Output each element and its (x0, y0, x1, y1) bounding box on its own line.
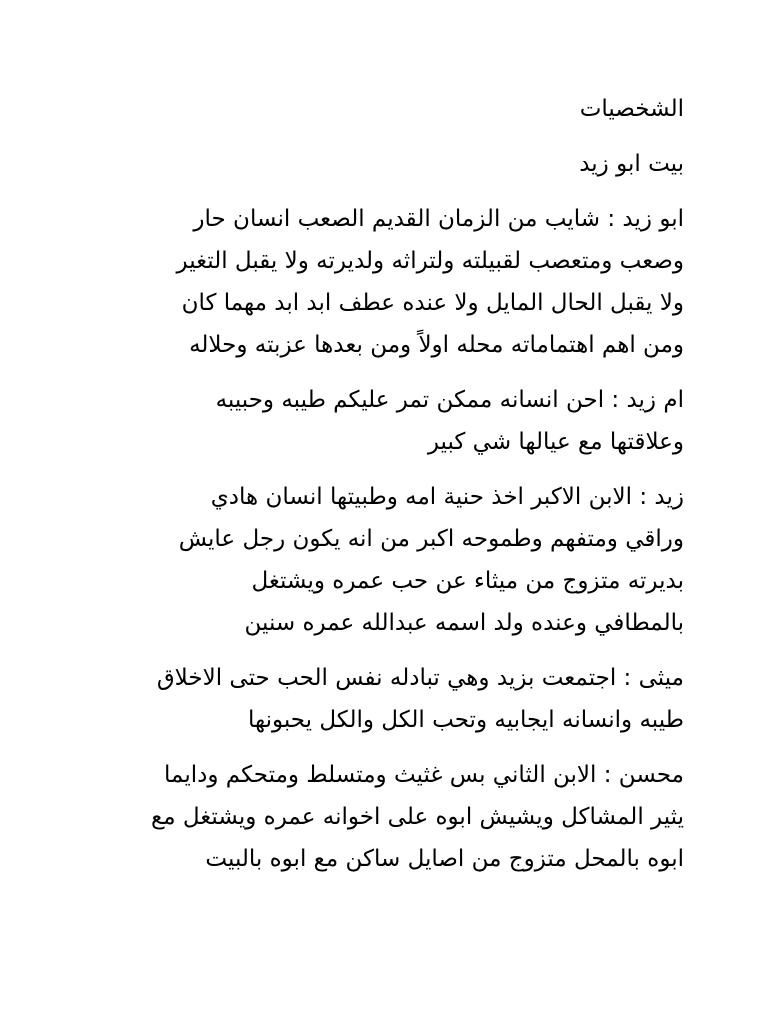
text-line: ميثى : اجتمعت بزيد وهي تبادله نفس الحب حتى الاخلاق (156, 665, 684, 691)
text-line: وصعب ومتعصب لقبيلته ولتراثه ولديرته ولا يقبل التغير (176, 248, 684, 274)
character-um-zaid (84, 379, 684, 463)
character-mohsen (84, 754, 684, 880)
text-line: ولا يقبل الحال المايل ولا عنده عطف ابد ابد مهما كان (181, 290, 684, 316)
text-line: بديرته متزوج من ميثاء عن حب عمره ويشتغل (251, 568, 684, 594)
text-line: محسن : الابن الثاني بس غثيث ومتسلط ومتحكم ودايما (164, 762, 684, 788)
section-heading-block (84, 143, 684, 185)
text-line: بالمطافي وعنده ولد اسمه عبدالله عمره سنين (244, 610, 684, 636)
text-line: ابو زيد : شايب من الزمان القديم الصعب انسان حار (193, 206, 684, 232)
text-line: زيد : الابن الاكبر اخذ حنية امه وطبيتها انسان هادي (210, 484, 684, 510)
text-line: وراقي ومتفهم وطموحه اكبر من انه يكون رجل عايش (178, 526, 684, 552)
document-body (84, 88, 684, 893)
section-heading: بيت ابو زيد (579, 151, 684, 177)
text-line: يثير المشاكل ويشيش ابوه على اخوانه عمره ويشتغل مع (151, 804, 684, 830)
text-line: وعلاقتها مع عيالها شي كبير (427, 429, 684, 455)
text-line: ام زيد : احن انسانه ممكن تمر عليكم طيبه وحبيبه (215, 387, 684, 413)
text-line: طيبه وانسانه ايجابيه وتحب الكل والكل يحبونها (247, 707, 684, 733)
document-title-block (84, 88, 684, 130)
text-line: ومن اهم اهتماماته محله اولاً ومن بعدها عزبته وحلاله (189, 332, 684, 358)
character-maitha (84, 657, 684, 741)
document-title: الشخصيات (579, 96, 684, 122)
text-line: ابوه بالمحل متزوج من اصايل ساكن مع ابوه بالبيت (205, 846, 684, 872)
character-abu-zaid (84, 198, 684, 366)
character-zaid (84, 476, 684, 644)
